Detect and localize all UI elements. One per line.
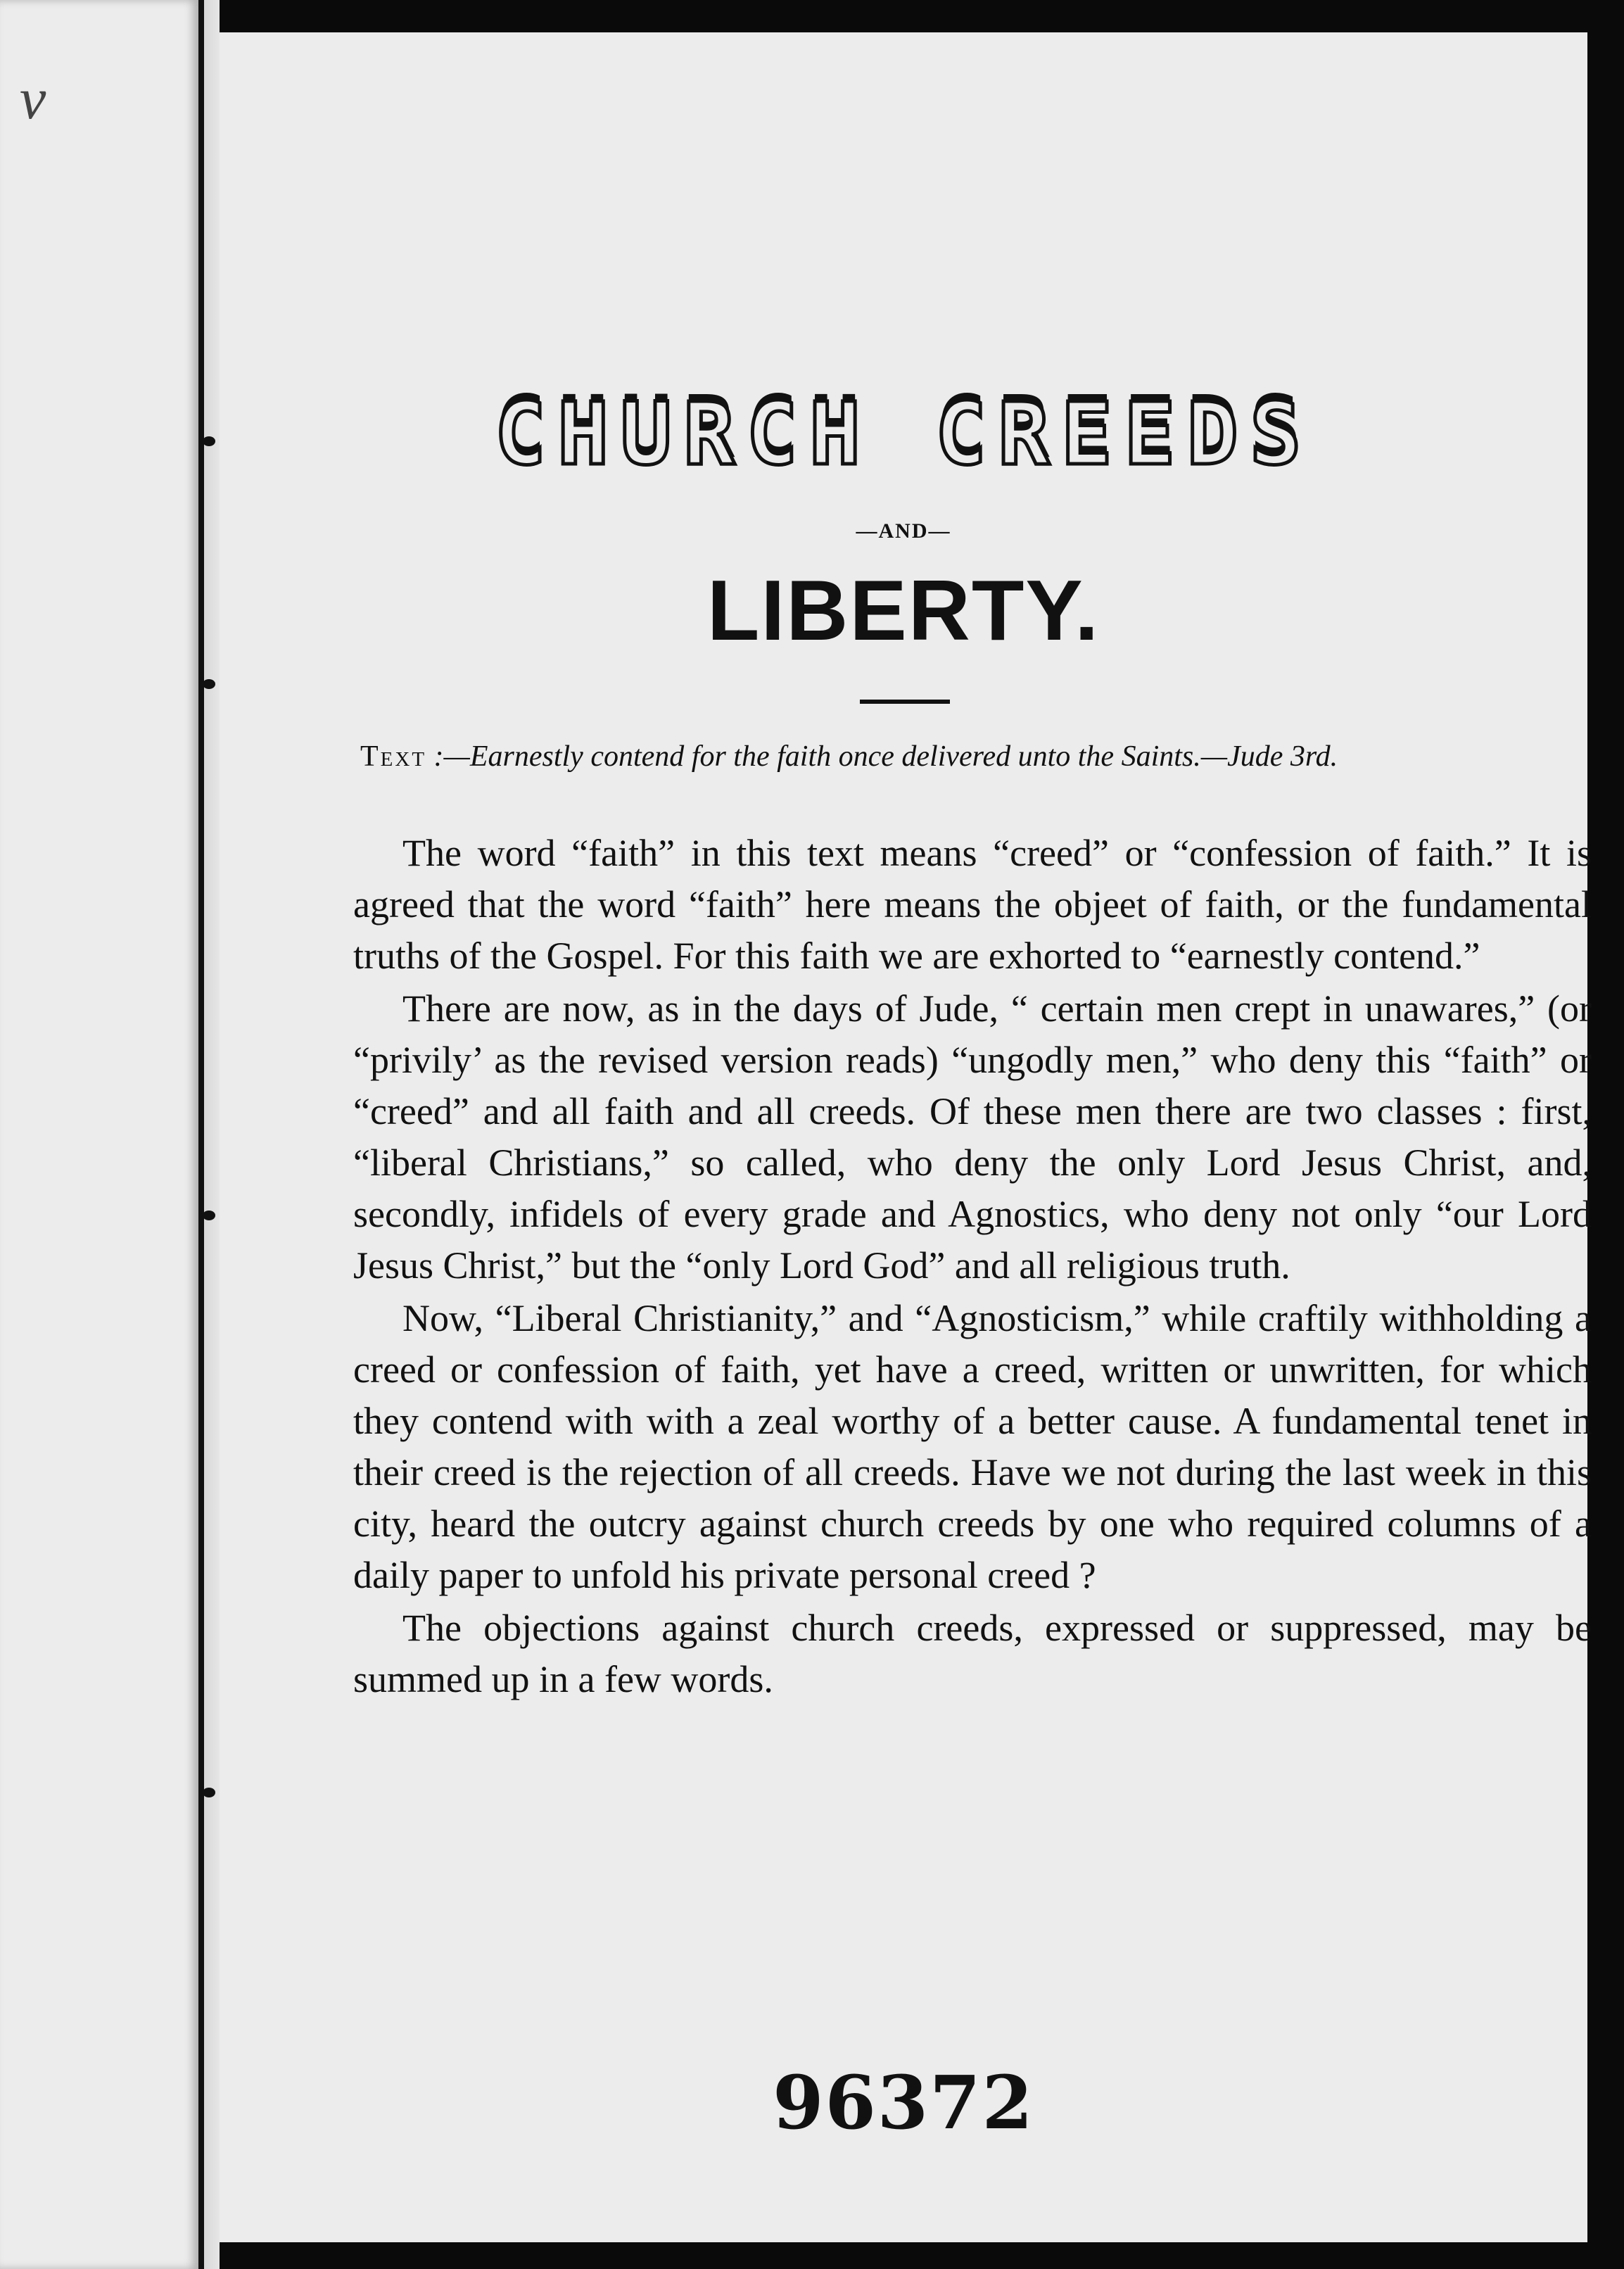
and-separator: —AND— <box>856 519 951 543</box>
binding-speck <box>203 1211 215 1220</box>
previous-page <box>0 0 198 2269</box>
binding-speck <box>203 1788 215 1797</box>
paragraph-2: There are now, as in the days of Jude, “ certain men crept in unawares,” (or “privily’ as the revised version reads) “ungodly men,” who deny this “faith” or “creed” and all faith and all creeds. Of these men there are two classes : first, “liberal Christians,” so called, who deny the only Lord Jesus Christ, and, secondly, infidels of every grade and Agnostics, who deny not only “our Lord Jesus Christ,” but the “only Lord God” and all religious truth. <box>353 987 1592 1287</box>
paragraph-4: The objections against church creeds, expressed or suppressed, may be summed up in a few words. <box>353 1607 1592 1700</box>
text-label: Text <box>360 740 427 773</box>
binding-gutter <box>198 0 220 2269</box>
scripture-verse: :—Earnestly contend for the faith once delivered unto the Saints.—Jude 3rd. <box>433 740 1338 773</box>
margin-note: v <box>20 66 46 132</box>
body-text <box>353 828 1592 1707</box>
document-page <box>220 32 1592 2242</box>
paragraph-3: Now, “Liberal Christianity,” and “Agnosticism,” while craftily withholding a creed or confession of faith, yet have a creed, written or unwritten, for which they contend with with a zeal worthy of a better cause. A fundamental tenet in their creed is the rejection of all creeds. Have we not during the last week in this city, heard the outcry against church creeds by one who required columns of a daily paper to unfold his private personal creed ? <box>353 1297 1592 1596</box>
paragraph-1: The word “faith” in this text means “creed” or “confession of faith.” It is agreed that the word “faith” here means the objeet of faith, or the fundamental truths of the Gospel. For this faith we are exhorted to “earnestly contend.” <box>353 832 1592 977</box>
document-subtitle: LIBERTY. <box>706 562 1100 658</box>
title-rule <box>860 700 950 704</box>
scripture-text <box>360 736 1599 777</box>
binding-speck <box>203 436 215 446</box>
document-title: CHURCH CREEDS <box>494 384 1313 484</box>
catalog-number: 96372 <box>773 2059 1034 2146</box>
binding-speck <box>203 679 215 689</box>
